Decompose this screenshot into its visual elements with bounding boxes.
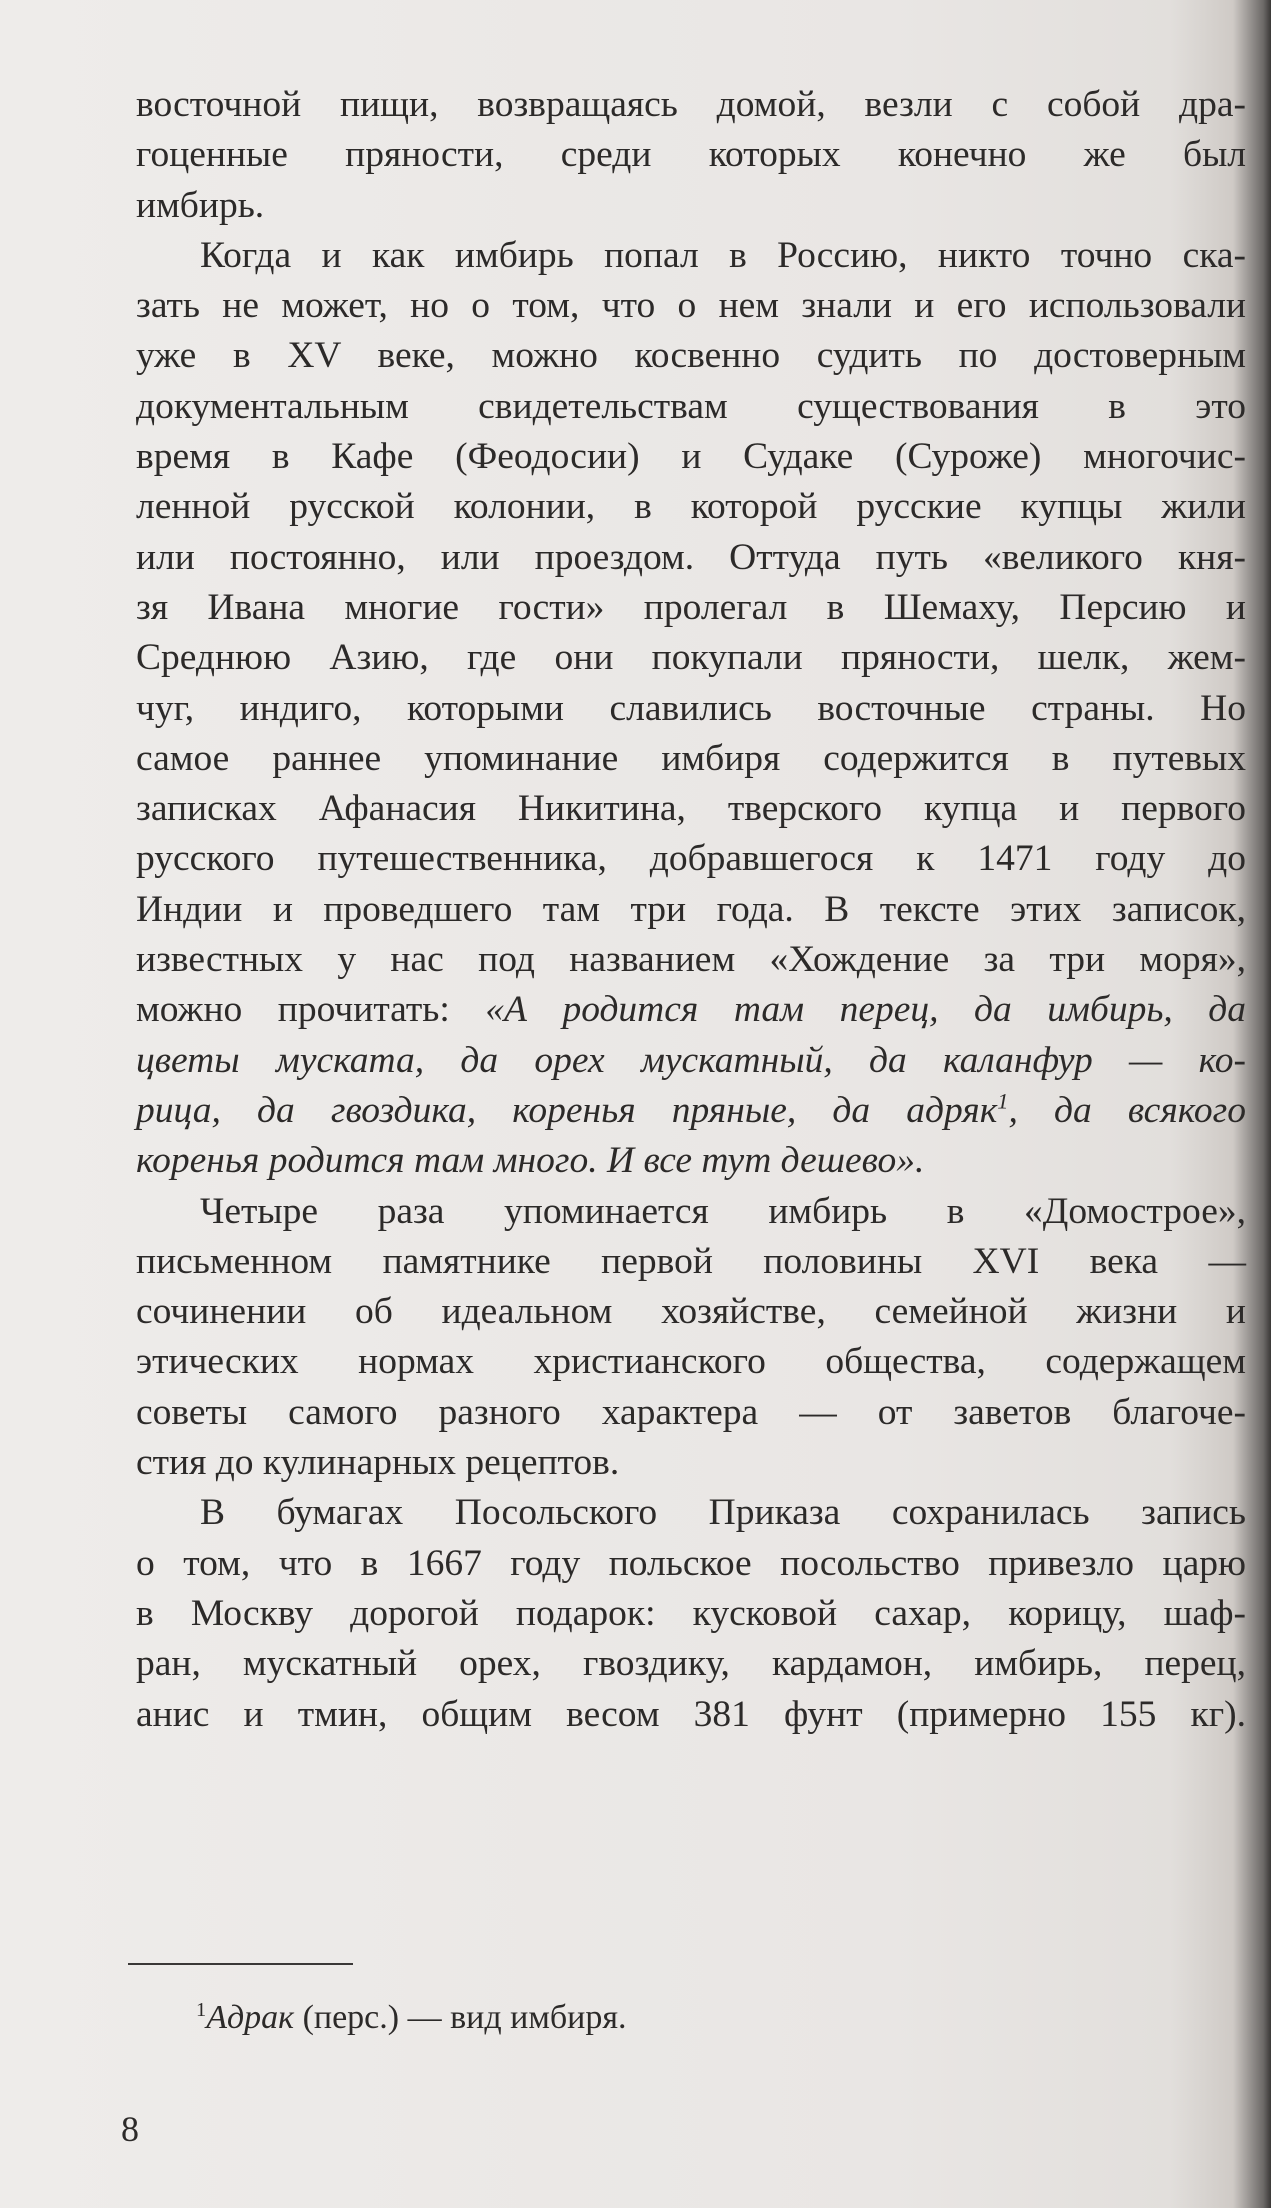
text-line: русского путешественника, добравшегося к 1471 году до (136, 838, 1246, 880)
quote-line (136, 1086, 1246, 1136)
paragraph-1 (136, 80, 1246, 231)
footnote-divider (128, 1963, 353, 1965)
text-line: чуг, индиго, которыми славились восточные страны. Но (136, 687, 1246, 729)
text-line: ленной русской колонии, в которой русские купцы жили (136, 486, 1246, 528)
text-line: известных у нас под названием «Хождение за три моря», (136, 939, 1246, 981)
text-line: самое раннее упоминание имбиря содержится в путевых (136, 737, 1246, 779)
text-line: гоценные пряности, среди которых конечно же был (136, 134, 1246, 176)
page-number: 8 (121, 2109, 139, 2149)
text-line: Индии и проведшего там три года. В тексте этих записок, (136, 888, 1246, 930)
paragraph-3 (136, 1187, 1246, 1489)
text-line: в Москву дорогой подарок: кусковой сахар, корицу, шаф- (136, 1592, 1246, 1634)
footnote-text: (перс.) — вид имбиря. (294, 1999, 627, 2036)
quote-text: «А родится там перец, да имбирь, да (485, 989, 1246, 1031)
text-line: Четыре раза упоминается имбирь в «Домострое», (200, 1190, 1246, 1232)
text-line: стия до кулинарных рецептов. (136, 1442, 620, 1484)
text-line: Когда и как имбирь попал в Россию, никто точно ска- (200, 234, 1246, 276)
text-line: этических нормах христианского общества, содержащем (136, 1341, 1246, 1383)
paragraph-4 (136, 1488, 1246, 1739)
quote-lead: можно прочитать: (136, 989, 486, 1031)
text-line: советы самого разного характера — от заветов благоче- (136, 1391, 1246, 1433)
text-line: зать не может, но о том, что о нем знали и его использовали (136, 285, 1246, 327)
quote-text: рица, да гвоздика, коренья пряные, да адряк (136, 1089, 998, 1131)
text-line: Среднюю Азию, где они покупали пряности, шелк, жем- (136, 637, 1246, 679)
text-line (136, 985, 1246, 1035)
quote-line: цветы муската, да орех мускатный, да каланфур — ко- (136, 1039, 1246, 1081)
footnote-term: Адрак (206, 1999, 295, 2036)
footnote-reference: 1 (997, 1088, 1009, 1114)
text-line: документальным свидетельствам существования в это (136, 385, 1246, 427)
text-line: имбирь. (136, 184, 265, 226)
footnote (196, 1996, 627, 2040)
text-line: В бумагах Посольского Приказа сохранилась запись (200, 1492, 1246, 1534)
text-line: или постоянно, или проездом. Оттуда путь «великого кня- (136, 536, 1246, 578)
text-line: восточной пищи, возвращаясь домой, везли с собой дра- (136, 84, 1246, 125)
footnote-mark: 1 (196, 1998, 207, 2021)
paragraph-2 (136, 231, 1246, 1187)
text-line: ран, мускатный орех, гвоздику, кардамон, имбирь, перец, (136, 1643, 1246, 1685)
quote-text: , да всякого (1008, 1089, 1246, 1131)
body-text (136, 80, 1246, 1740)
text-line: сочинении об идеальном хозяйстве, семейной жизни и (136, 1291, 1246, 1333)
text-line: уже в XV веке, можно косвенно судить по достоверным (136, 335, 1246, 377)
text-line: время в Кафе (Феодосии) и Судаке (Суроже) многочис- (136, 436, 1246, 478)
text-line: о том, что в 1667 году польское посольство привезло царю (136, 1542, 1246, 1584)
text-line: зя Ивана многие гости» пролегал в Шемаху, Персию и (136, 586, 1246, 628)
text-line: анис и тмин, общим весом 381 фунт (примерно 155 кг). (136, 1693, 1246, 1735)
quote-line: коренья родится там много. И все тут дешево». (136, 1140, 925, 1182)
text-line: записках Афанасия Никитина, тверского купца и первого (136, 788, 1246, 830)
text-line: письменном памятнике первой половины XVI века — (136, 1240, 1246, 1282)
